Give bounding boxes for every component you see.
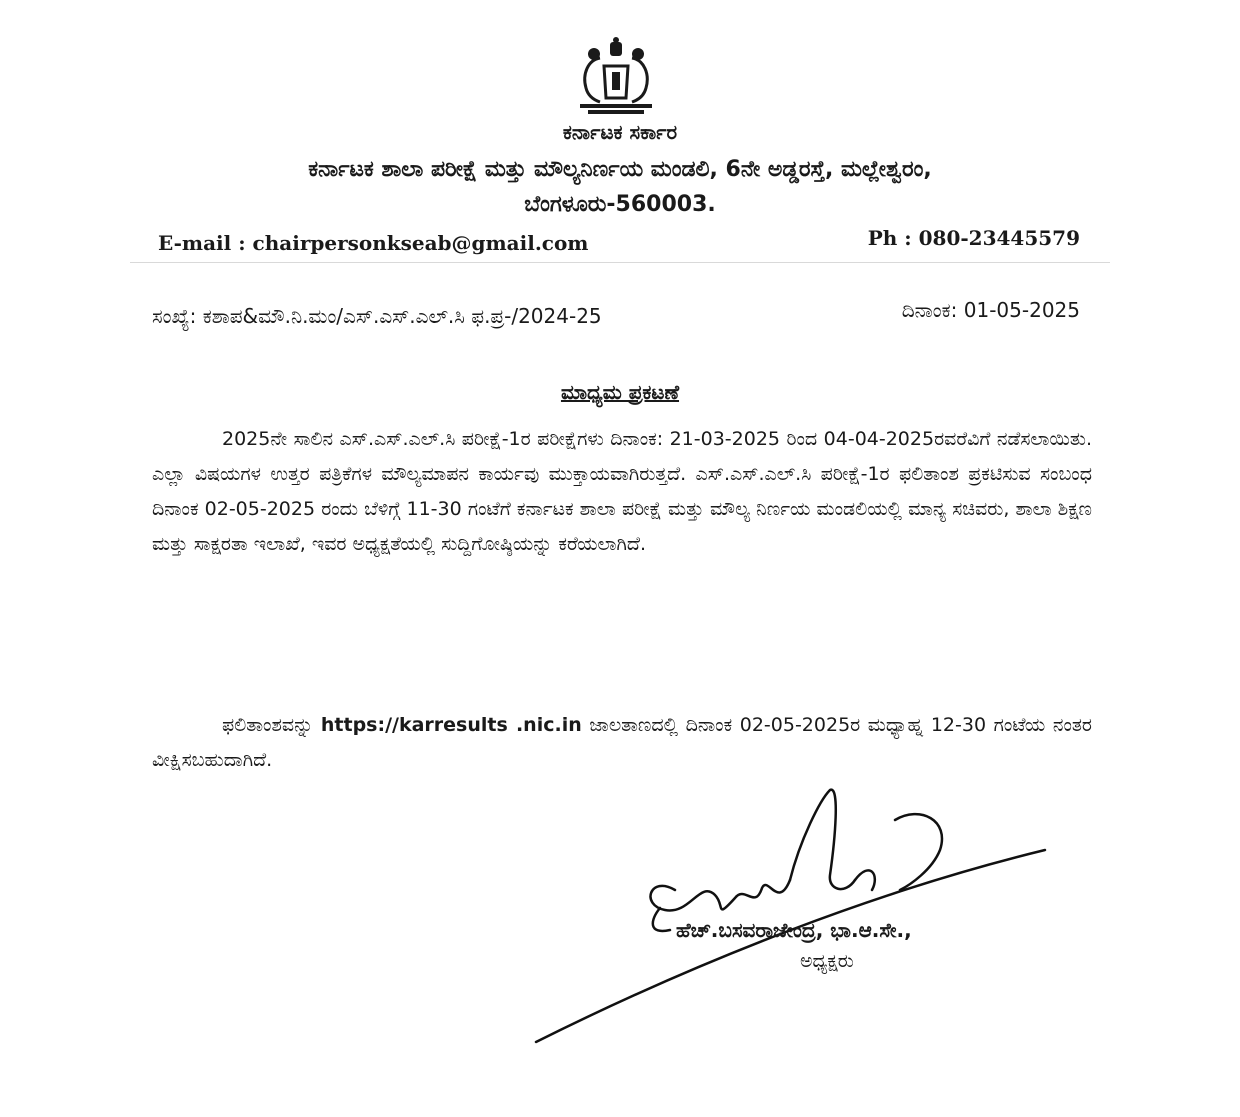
signatory-title: ಅಧ್ಯಕ್ಷರು: [800, 950, 854, 972]
letter-date: ದಿನಾಂಕ: 01-05-2025: [901, 298, 1080, 322]
reference-number: ಸಂಖ್ಯೆ: ಕಶಾಪ&ಮೌ.ನಿ.ಮಂ/ಎಸ್.ಎಸ್.ಎಲ್.ಸಿ ಫ.ಪ್ರ-/2024-25: [152, 304, 602, 328]
paragraph-2-lead: ಫಲಿತಾಂಶವನ್ನು: [222, 714, 314, 736]
body-paragraph-2: [152, 708, 1092, 778]
email-contact: E-mail : chairpersonkseab@gmail.com: [158, 231, 589, 255]
board-address-line1: ಕರ್ನಾಟಕ ಶಾಲಾ ಪರೀಕ್ಷೆ ಮತ್ತು ಮೌಲ್ಯನಿರ್ಣಯ ಮಂಡಲಿ, 6ನೇ ಅಡ್ಡರಸ್ತೆ, ಮಲ್ಲೇಶ್ವರಂ,: [308, 157, 932, 182]
heading-text: ಮಾಧ್ಯಮ ಪ್ರಕಟಣೆ: [560, 380, 680, 404]
document-heading: [0, 380, 1240, 404]
paragraph-1-text: 2025ನೇ ಸಾಲಿನ ಎಸ್.ಎಸ್.ಎಲ್.ಸಿ ಪರೀಕ್ಷೆ-1ರ ಪರೀಕ್ಷೆಗಳು ದಿನಾಂಕ: 21-03-2025 ರಿಂದ 04-04-2025ರವರೆವಿಗೆ ನಡೆಸಲಾಯಿತು. ಎಲ್ಲಾ ವಿಷಯಗಳ ಉತ್ತರ ಪತ್ರಿಕೆಗಳ ಮೌಲ್ಯಮಾಪನ ಕಾರ್ಯವು ಮುಕ್ತಾಯವಾಗಿರುತ್ತದೆ. ಎಸ್.ಎಸ್.ಎಲ್.ಸಿ ಪರೀಕ್ಷೆ-1ರ ಫಲಿತಾಂಶ ಪ್ರಕಟಿಸುವ ಸಂಬಂಧ ದಿನಾಂಕ 02-05-2025 ರಂದು ಬೆಳಿಗ್ಗೆ 11-30 ಗಂಟೆಗೆ ಕರ್ನಾಟಕ ಶಾಲಾ ಪರೀಕ್ಷೆ ಮತ್ತು ಮೌಲ್ಯ ನಿರ್ಣಯ ಮಂಡಲಿಯಲ್ಲಿ ಮಾನ್ಯ ಸಚಿವರು, ಶಾಲಾ ಶಿಕ್ಷಣ ಮತ್ತು ಸಾಕ್ಷರತಾ ಇಲಾಖೆ, ಇವರ ಅಧ್ಯಕ್ಷತೆಯಲ್ಲಿ ಸುದ್ದಿಗೋಷ್ಠಿಯನ್ನು ಕರೆಯಲಾಗಿದೆ.: [152, 428, 1092, 555]
board-address-line2: ಬೆಂಗಳೂರು-560003.: [524, 192, 716, 217]
signatory-name: ಹೆಚ್.ಬಸವರಾಜೇಂದ್ರ, ಭಾ.ಆ.ಸೇ.,: [676, 918, 912, 942]
government-name: ಕರ್ನಾಟಕ ಸರ್ಕಾರ: [562, 120, 678, 144]
paragraph-2-tail: ಜಾಲತಾಣದಲ್ಲಿ ದಿನಾಂಕ 02-05-2025ರ ಮಧ್ಯಾಹ್ನ 12-30 ಗಂಟೆಯ ನಂತರ ವೀಕ್ಷಿಸಬಹುದಾಗಿದೆ.: [152, 714, 1092, 771]
header-divider: [130, 262, 1110, 263]
results-url: https://karresults .nic.in: [320, 714, 582, 736]
body-paragraph-1: [152, 422, 1092, 562]
phone-contact: Ph : 080-23445579: [867, 226, 1080, 250]
state-emblem-icon: [570, 36, 662, 116]
